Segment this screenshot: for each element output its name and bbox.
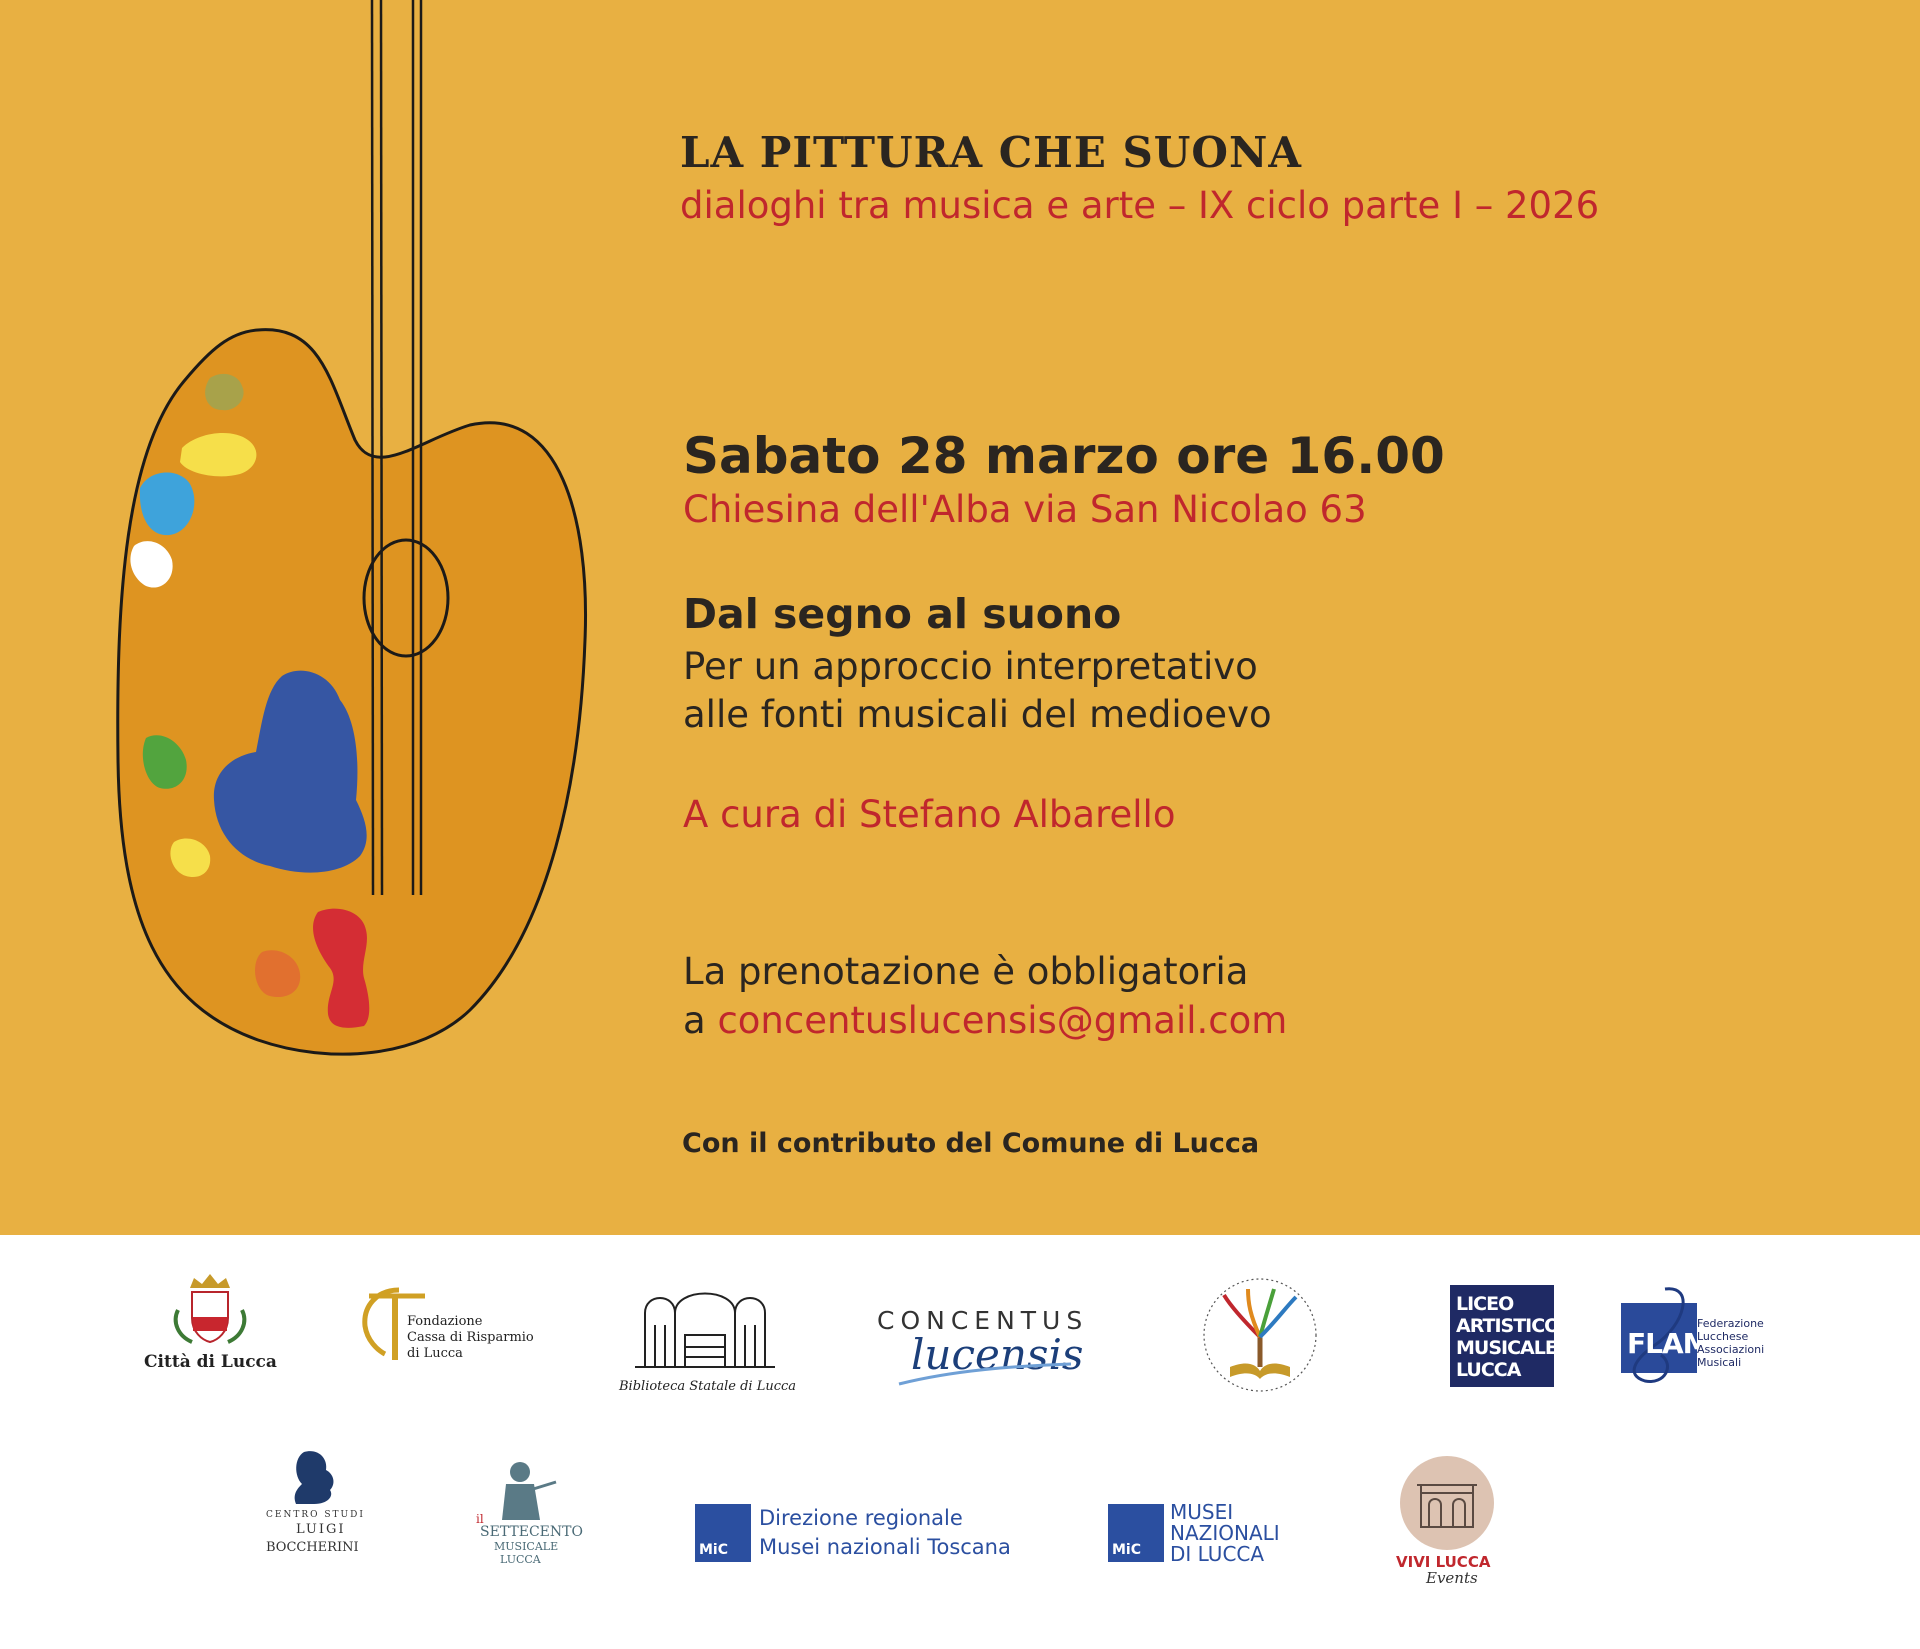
city-gate-icon bbox=[1397, 1455, 1497, 1551]
talk-subtitle-line-1: Per un approccio interpretativo bbox=[683, 645, 1258, 688]
logo-label: Città di Lucca bbox=[144, 1352, 277, 1372]
logo-line-1: Federazione bbox=[1697, 1317, 1764, 1330]
logo-abbr: FLAM bbox=[1627, 1327, 1710, 1360]
logo-line-2: Musei nazionali Toscana bbox=[759, 1535, 1011, 1559]
contact-email-link[interactable]: concentuslucensis@gmail.com bbox=[717, 999, 1288, 1042]
logo-line-2: Cassa di Risparmio bbox=[407, 1330, 534, 1345]
funding-credit: Con il contributo del Comune di Lucca bbox=[682, 1128, 1260, 1159]
logo-fondazione-crl bbox=[355, 1280, 555, 1370]
logo-vivi-lucca bbox=[1390, 1455, 1510, 1595]
logo-line-2: LUIGI bbox=[296, 1522, 346, 1537]
logo-line-4: Musicali bbox=[1697, 1356, 1742, 1369]
logo-line-1: CENTRO STUDI bbox=[266, 1510, 365, 1520]
logo-line-3: DI LUCCA bbox=[1170, 1542, 1265, 1566]
composer-silhouette-icon bbox=[284, 1448, 344, 1508]
violinist-silhouette-icon bbox=[490, 1460, 560, 1525]
logo-line-3: MUSICALE bbox=[494, 1540, 559, 1553]
logo-script: Events bbox=[1426, 1569, 1478, 1587]
logo-script: lucensis bbox=[911, 1330, 1084, 1379]
logo-biblioteca-statale bbox=[615, 1285, 795, 1400]
logo-wordmark: VIVI LUCCA bbox=[1396, 1553, 1491, 1571]
event-venue: Chiesina dell'Alba via San Nicolao 63 bbox=[683, 488, 1367, 531]
logo-line-1: MUSEI bbox=[1170, 1500, 1234, 1524]
logo-line-1: Direzione regionale bbox=[759, 1506, 963, 1530]
logo-citta-di-lucca bbox=[140, 1270, 280, 1380]
logo-line-1: LICEO bbox=[1456, 1293, 1514, 1315]
logo-mic: MiC bbox=[1112, 1542, 1142, 1558]
library-building-icon bbox=[615, 1285, 795, 1375]
logo-line-2: ARTISTICO bbox=[1456, 1315, 1560, 1337]
brush-stroke-icon bbox=[895, 1360, 1075, 1390]
logo-line-3: MUSICALE bbox=[1456, 1337, 1557, 1359]
logo-line-2: NAZIONALI bbox=[1170, 1521, 1280, 1545]
logo-line-2: SETTECENTO bbox=[480, 1524, 583, 1540]
logo-line-3: di Lucca bbox=[407, 1346, 463, 1361]
logo-direzione-regionale bbox=[695, 1502, 1015, 1564]
event-date: Sabato 28 marzo ore 16.00 bbox=[683, 427, 1445, 485]
booking-contact bbox=[683, 999, 1287, 1042]
booking-notice: La prenotazione è obbligatoria bbox=[683, 950, 1249, 993]
logo-line-2: Lucchese bbox=[1697, 1330, 1749, 1343]
logo-line-4: LUCCA bbox=[1456, 1359, 1521, 1381]
palette-guitar-illustration bbox=[0, 0, 620, 1235]
logo-line-4: LUCCA bbox=[500, 1553, 541, 1566]
logo-liceo-artistico bbox=[1450, 1285, 1560, 1387]
logo-line-1: il bbox=[476, 1512, 484, 1526]
coat-of-arms-icon bbox=[140, 1270, 280, 1350]
logo-line-1: Fondazione bbox=[407, 1314, 483, 1329]
colorful-tree-book-icon bbox=[1190, 1275, 1330, 1400]
logo-line-3: Associazioni bbox=[1697, 1343, 1765, 1356]
logo-boccherini bbox=[260, 1448, 370, 1563]
logo-musei-nazionali-lucca bbox=[1108, 1502, 1288, 1564]
logo-line-3: BOCCHERINI bbox=[266, 1540, 359, 1555]
booking-prefix: a bbox=[683, 999, 718, 1042]
talk-title: Dal segno al suono bbox=[683, 590, 1122, 638]
curator: A cura di Stefano Albarello bbox=[683, 793, 1176, 836]
logo-mic: MiC bbox=[699, 1542, 729, 1558]
logo-tree-emblem bbox=[1190, 1275, 1330, 1400]
logo-concentus-lucensis bbox=[875, 1300, 1095, 1390]
logo-flam bbox=[1605, 1285, 1765, 1390]
logo-label: Biblioteca Statale di Lucca bbox=[619, 1379, 797, 1394]
talk-subtitle-line-2: alle fonti musicali del medioevo bbox=[683, 693, 1272, 736]
logo-wordmark: CONCENTUS bbox=[877, 1306, 1089, 1335]
logo-settecento-musicale bbox=[470, 1460, 590, 1570]
series-subtitle: dialoghi tra musica e arte – IX ciclo parte I – 2026 bbox=[680, 184, 1600, 227]
series-title: LA PITTURA CHE SUONA bbox=[680, 128, 1302, 177]
